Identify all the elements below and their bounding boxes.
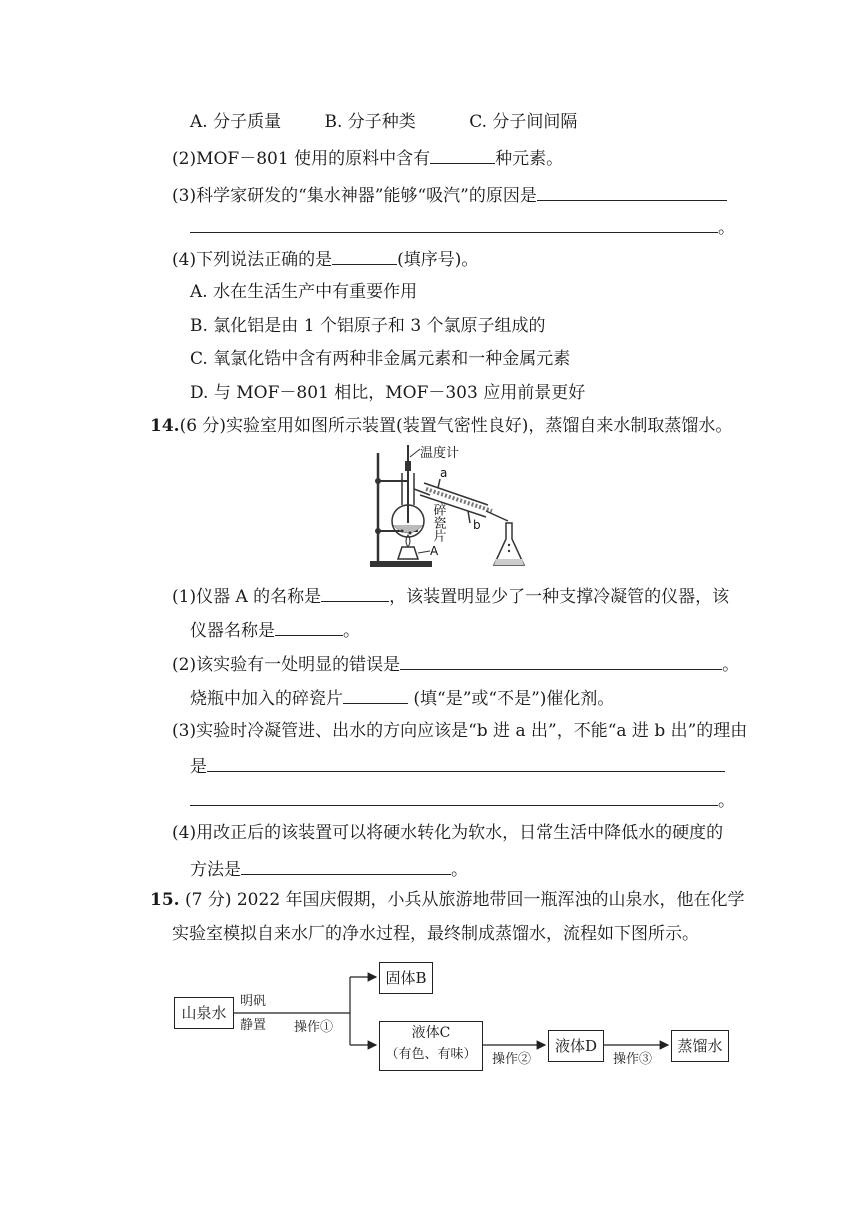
answer-blank[interactable] <box>207 753 725 772</box>
distillation-apparatus-figure <box>360 443 530 573</box>
q14-part4-line2: 方法是 。 <box>190 856 468 882</box>
q13-part4: (4)下列说法正确的是 (填序号)。 <box>172 246 478 272</box>
q13-choice-c: C. 氧氯化锆中含有两种非金属元素和一种金属元素 <box>190 349 571 369</box>
answer-blank[interactable] <box>190 214 718 233</box>
question-number: 14. <box>150 416 180 436</box>
answer-blank[interactable] <box>241 856 451 875</box>
q14-part2-line2: 烧瓶中加入的碎瓷片 (填“是”或“不是”)催化剂。 <box>190 685 614 711</box>
answer-blank[interactable] <box>430 145 495 164</box>
q13-option-c: C. 分子间间隔 <box>469 112 578 132</box>
answer-blank[interactable] <box>190 787 718 806</box>
q13-part3-line2: 。 <box>190 214 735 240</box>
label-A: A <box>430 544 439 558</box>
q13-choice-d: D. 与 MOF－801 相比，MOF－303 应用前景更好 <box>190 383 586 403</box>
q13-options-row <box>190 110 577 134</box>
q14-part3-line2: 是 <box>190 753 725 779</box>
answer-blank[interactable] <box>321 583 389 602</box>
thermometer-label: 温度计 <box>420 446 460 461</box>
flow-label-op1: 操作① <box>294 1020 334 1035</box>
q14-part1: (1)仪器 A 的名称是 ，该装置明显少了一种支撑冷凝管的仪器，该 <box>172 583 729 609</box>
answer-blank[interactable] <box>275 617 343 636</box>
q14-part3-line3: 。 <box>190 787 735 813</box>
flow-label-settle: 静置 <box>240 1018 267 1033</box>
q13-part3: (3)科学家研发的“集水神器”能够“吸汽”的原因是 <box>172 182 727 208</box>
answer-blank[interactable] <box>537 182 727 201</box>
question-number: 15. <box>150 890 180 910</box>
q14-part4: (4)用改正后的该装置可以将硬水转化为软水，日常生活中降低水的硬度的 <box>172 823 724 843</box>
flow-label-op2: 操作② <box>492 1052 532 1067</box>
flow-node-distilled-water: 蒸馏水 <box>671 1030 729 1062</box>
label-a: a <box>440 466 448 480</box>
q13-part2: (2)MOF－801 使用的原料中含有 种元素。 <box>172 145 563 171</box>
flow-node-liquid-d: 液体D <box>548 1030 604 1062</box>
flow-node-solid-b: 固体B <box>379 962 433 994</box>
q14-part1-line2: 仪器名称是 。 <box>190 617 360 643</box>
answer-blank[interactable] <box>343 685 408 704</box>
answer-blank[interactable] <box>400 651 722 670</box>
q14-part2: (2)该实验有一处明显的错误是 。 <box>172 651 739 677</box>
stand-base <box>370 561 432 567</box>
answer-blank[interactable] <box>332 246 397 265</box>
q14-stem: 14.(6 分)实验室用如图所示装置(装置气密性良好)，蒸馏自来水制取蒸馏水。 <box>150 416 733 436</box>
q15-stem-line2: 实验室模拟自来水厂的净水过程，最终制成蒸馏水，流程如下图所示。 <box>172 924 699 944</box>
q14-part3: (3)实验时冷凝管进、出水的方向应该是“b 进 a 出”，不能“a 进 b 出”的理由 <box>172 721 748 741</box>
chips-label: 碎瓷片 <box>430 503 446 542</box>
flow-node-liquid-c: 液体C （有色、有味） <box>379 1021 483 1071</box>
flow-label-op3: 操作③ <box>613 1052 653 1067</box>
q13-option-b: B. 分子种类 <box>324 112 416 132</box>
q13-choice-a: A. 水在生活生产中有重要作用 <box>190 282 418 302</box>
label-b: b <box>473 518 481 532</box>
q15-stem: 15. (7 分) 2022 年国庆假期，小兵从旅游地带回一瓶浑浊的山泉水，他在化学 <box>150 890 745 910</box>
q13-choice-b: B. 氯化铝是由 1 个铝原子和 3 个氯原子组成的 <box>190 316 546 336</box>
flow-label-alum: 明矾 <box>240 994 267 1009</box>
alcohol-lamp <box>398 547 418 559</box>
flow-node-spring-water: 山泉水 <box>174 997 234 1029</box>
q13-option-a: A. 分子质量 <box>190 112 282 132</box>
